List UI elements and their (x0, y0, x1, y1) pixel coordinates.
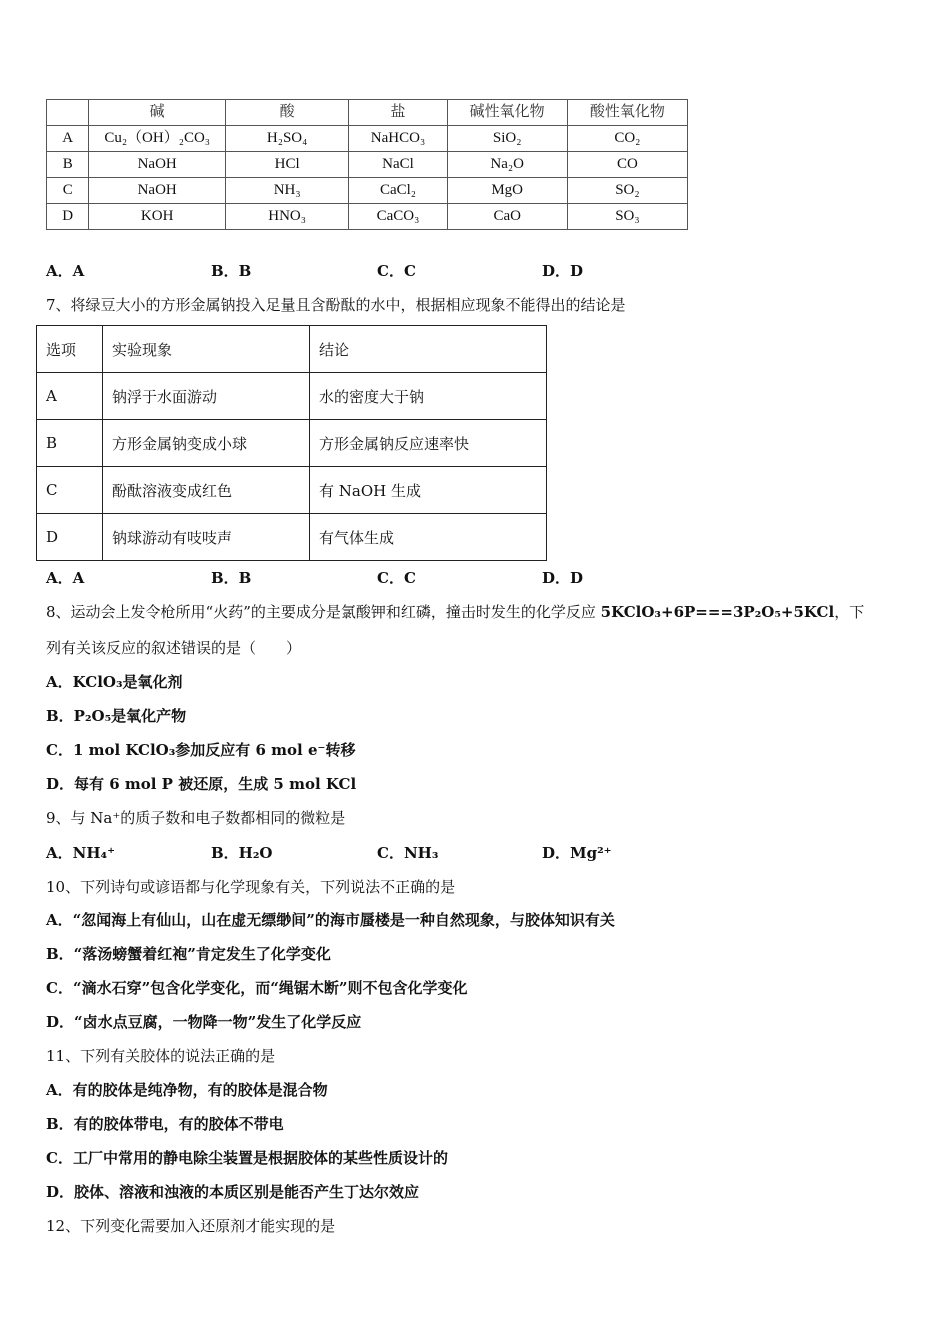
row-label: D (47, 204, 89, 230)
cell-acidic-oxide: SO₂ (567, 178, 687, 204)
table-header-cell: 选项 (37, 326, 103, 373)
cell-base: NaOH (89, 152, 225, 178)
q7-option-d: D．D (542, 569, 584, 587)
table-header-cell (47, 100, 89, 126)
table-header-row (37, 326, 547, 373)
cell-conclusion: 有 NaOH 生成 (310, 467, 547, 514)
table-row (47, 204, 688, 230)
experiment-table (36, 325, 547, 561)
row-label: D (37, 514, 103, 561)
q10-option-b: B．“落汤螃蟹着红袍”肯定发生了化学变化 (46, 945, 331, 963)
row-label: B (47, 152, 89, 178)
q6-option-d: D．D (542, 262, 584, 280)
cell-basic-oxide: CaO (447, 204, 567, 230)
q8-option-a: A．KClO₃是氧化剂 (46, 673, 183, 691)
cell-phenomenon: 酚酞溶液变成红色 (103, 467, 310, 514)
cell-base: KOH (89, 204, 225, 230)
cell-base: Cu₂（OH）₂CO₃ (89, 126, 225, 152)
q9-option-a: A．NH₄⁺ (46, 844, 116, 862)
q6-option-b: B．B (211, 262, 252, 280)
row-label: C (47, 178, 89, 204)
q8-stem-text: 8、运动会上发令枪所用“火药”的主要成分是氯酸钾和红磷，撞击时发生的化学反应 (46, 603, 601, 621)
q9-option-d: D．Mg²⁺ (542, 844, 612, 862)
q9-option-b: B．H₂O (211, 844, 273, 862)
q7-option-a: A．A (46, 569, 85, 587)
cell-acid: H₂SO₄ (225, 126, 349, 152)
cell-conclusion: 有气体生成 (310, 514, 547, 561)
table-row (47, 126, 688, 152)
cell-acid: NH₃ (225, 178, 349, 204)
row-label: C (37, 467, 103, 514)
q11-option-a: A．有的胶体是纯净物，有的胶体是混合物 (46, 1081, 328, 1099)
q10-option-c: C．“滴水石穿”包含化学变化，而“绳锯木断”则不包含化学变化 (46, 979, 468, 997)
table-header-cell: 酸 (225, 100, 349, 126)
cell-acid: HNO₃ (225, 204, 349, 230)
cell-acidic-oxide: SO₃ (567, 204, 687, 230)
row-label: A (47, 126, 89, 152)
cell-salt: NaHCO₃ (349, 126, 447, 152)
table-row (37, 373, 547, 420)
cell-conclusion: 方形金属钠反应速率快 (310, 420, 547, 467)
q8-option-c: C．1 mol KClO₃参加反应有 6 mol e⁻转移 (46, 741, 356, 759)
cell-salt: NaCl (349, 152, 447, 178)
q10-stem: 10、下列诗句或谚语都与化学现象有关，下列说法不正确的是 (46, 878, 456, 896)
table-row (47, 152, 688, 178)
q8-stem-line2: 列有关该反应的叙述错误的是（ ） (46, 639, 302, 657)
table-header-row (47, 100, 688, 126)
q9-option-c: C．NH₃ (377, 844, 439, 862)
q9-stem: 9、与 Na⁺的质子数和电子数都相同的微粒是 (46, 809, 346, 827)
q11-option-b: B．有的胶体带电，有的胶体不带电 (46, 1115, 284, 1133)
cell-basic-oxide: MgO (447, 178, 567, 204)
q7-option-c: C．C (377, 569, 416, 587)
row-label: B (37, 420, 103, 467)
classification-table (46, 99, 688, 230)
cell-phenomenon: 方形金属钠变成小球 (103, 420, 310, 467)
q6-option-c: C．C (377, 262, 416, 280)
q12-stem: 12、下列变化需要加入还原剂才能实现的是 (46, 1217, 336, 1235)
table-row (37, 467, 547, 514)
table-row (37, 514, 547, 561)
q8-option-b: B．P₂O₅是氧化产物 (46, 707, 187, 725)
table-header-cell: 盐 (349, 100, 447, 126)
q11-stem: 11、下列有关胶体的说法正确的是 (46, 1047, 276, 1065)
table-header-cell: 实验现象 (103, 326, 310, 373)
table-header-cell: 酸性氧化物 (567, 100, 687, 126)
cell-acidic-oxide: CO (567, 152, 687, 178)
cell-basic-oxide: Na₂O (447, 152, 567, 178)
q11-option-c: C．工厂中常用的静电除尘装置是根据胶体的某些性质设计的 (46, 1149, 448, 1167)
q8-equation: 5KClO₃+6P===3P₂O₅+5KCl (600, 603, 835, 621)
row-label: A (37, 373, 103, 420)
q7-option-b: B．B (211, 569, 252, 587)
cell-salt: CaCl₂ (349, 178, 447, 204)
cell-phenomenon: 钠球游动有吱吱声 (103, 514, 310, 561)
cell-conclusion: 水的密度大于钠 (310, 373, 547, 420)
table-row (37, 420, 547, 467)
q10-option-a: A．“忽闻海上有仙山，山在虚无缥缈间”的海市蜃楼是一种自然现象，与胶体知识有关 (46, 911, 615, 929)
table-header-cell: 结论 (310, 326, 547, 373)
cell-acid: HCl (225, 152, 349, 178)
cell-acidic-oxide: CO₂ (567, 126, 687, 152)
q10-option-d: D．“卤水点豆腐，一物降一物”发生了化学反应 (46, 1013, 362, 1031)
cell-salt: CaCO₃ (349, 204, 447, 230)
table-row (47, 178, 688, 204)
q8-stem-tail: ，下 (834, 603, 865, 621)
q7-stem: 7、将绿豆大小的方形金属钠投入足量且含酚酞的水中，根据相应现象不能得出的结论是 (46, 296, 626, 314)
cell-base: NaOH (89, 178, 225, 204)
q8-stem-line1 (46, 602, 864, 622)
q11-option-d: D．胶体、溶液和浊液的本质区别是能否产生丁达尔效应 (46, 1183, 420, 1201)
table-header-cell: 碱 (89, 100, 225, 126)
cell-basic-oxide: SiO₂ (447, 126, 567, 152)
table-header-cell: 碱性氧化物 (447, 100, 567, 126)
cell-phenomenon: 钠浮于水面游动 (103, 373, 310, 420)
q6-option-a: A．A (46, 262, 85, 280)
q8-option-d: D．每有 6 mol P 被还原，生成 5 mol KCl (46, 775, 357, 793)
